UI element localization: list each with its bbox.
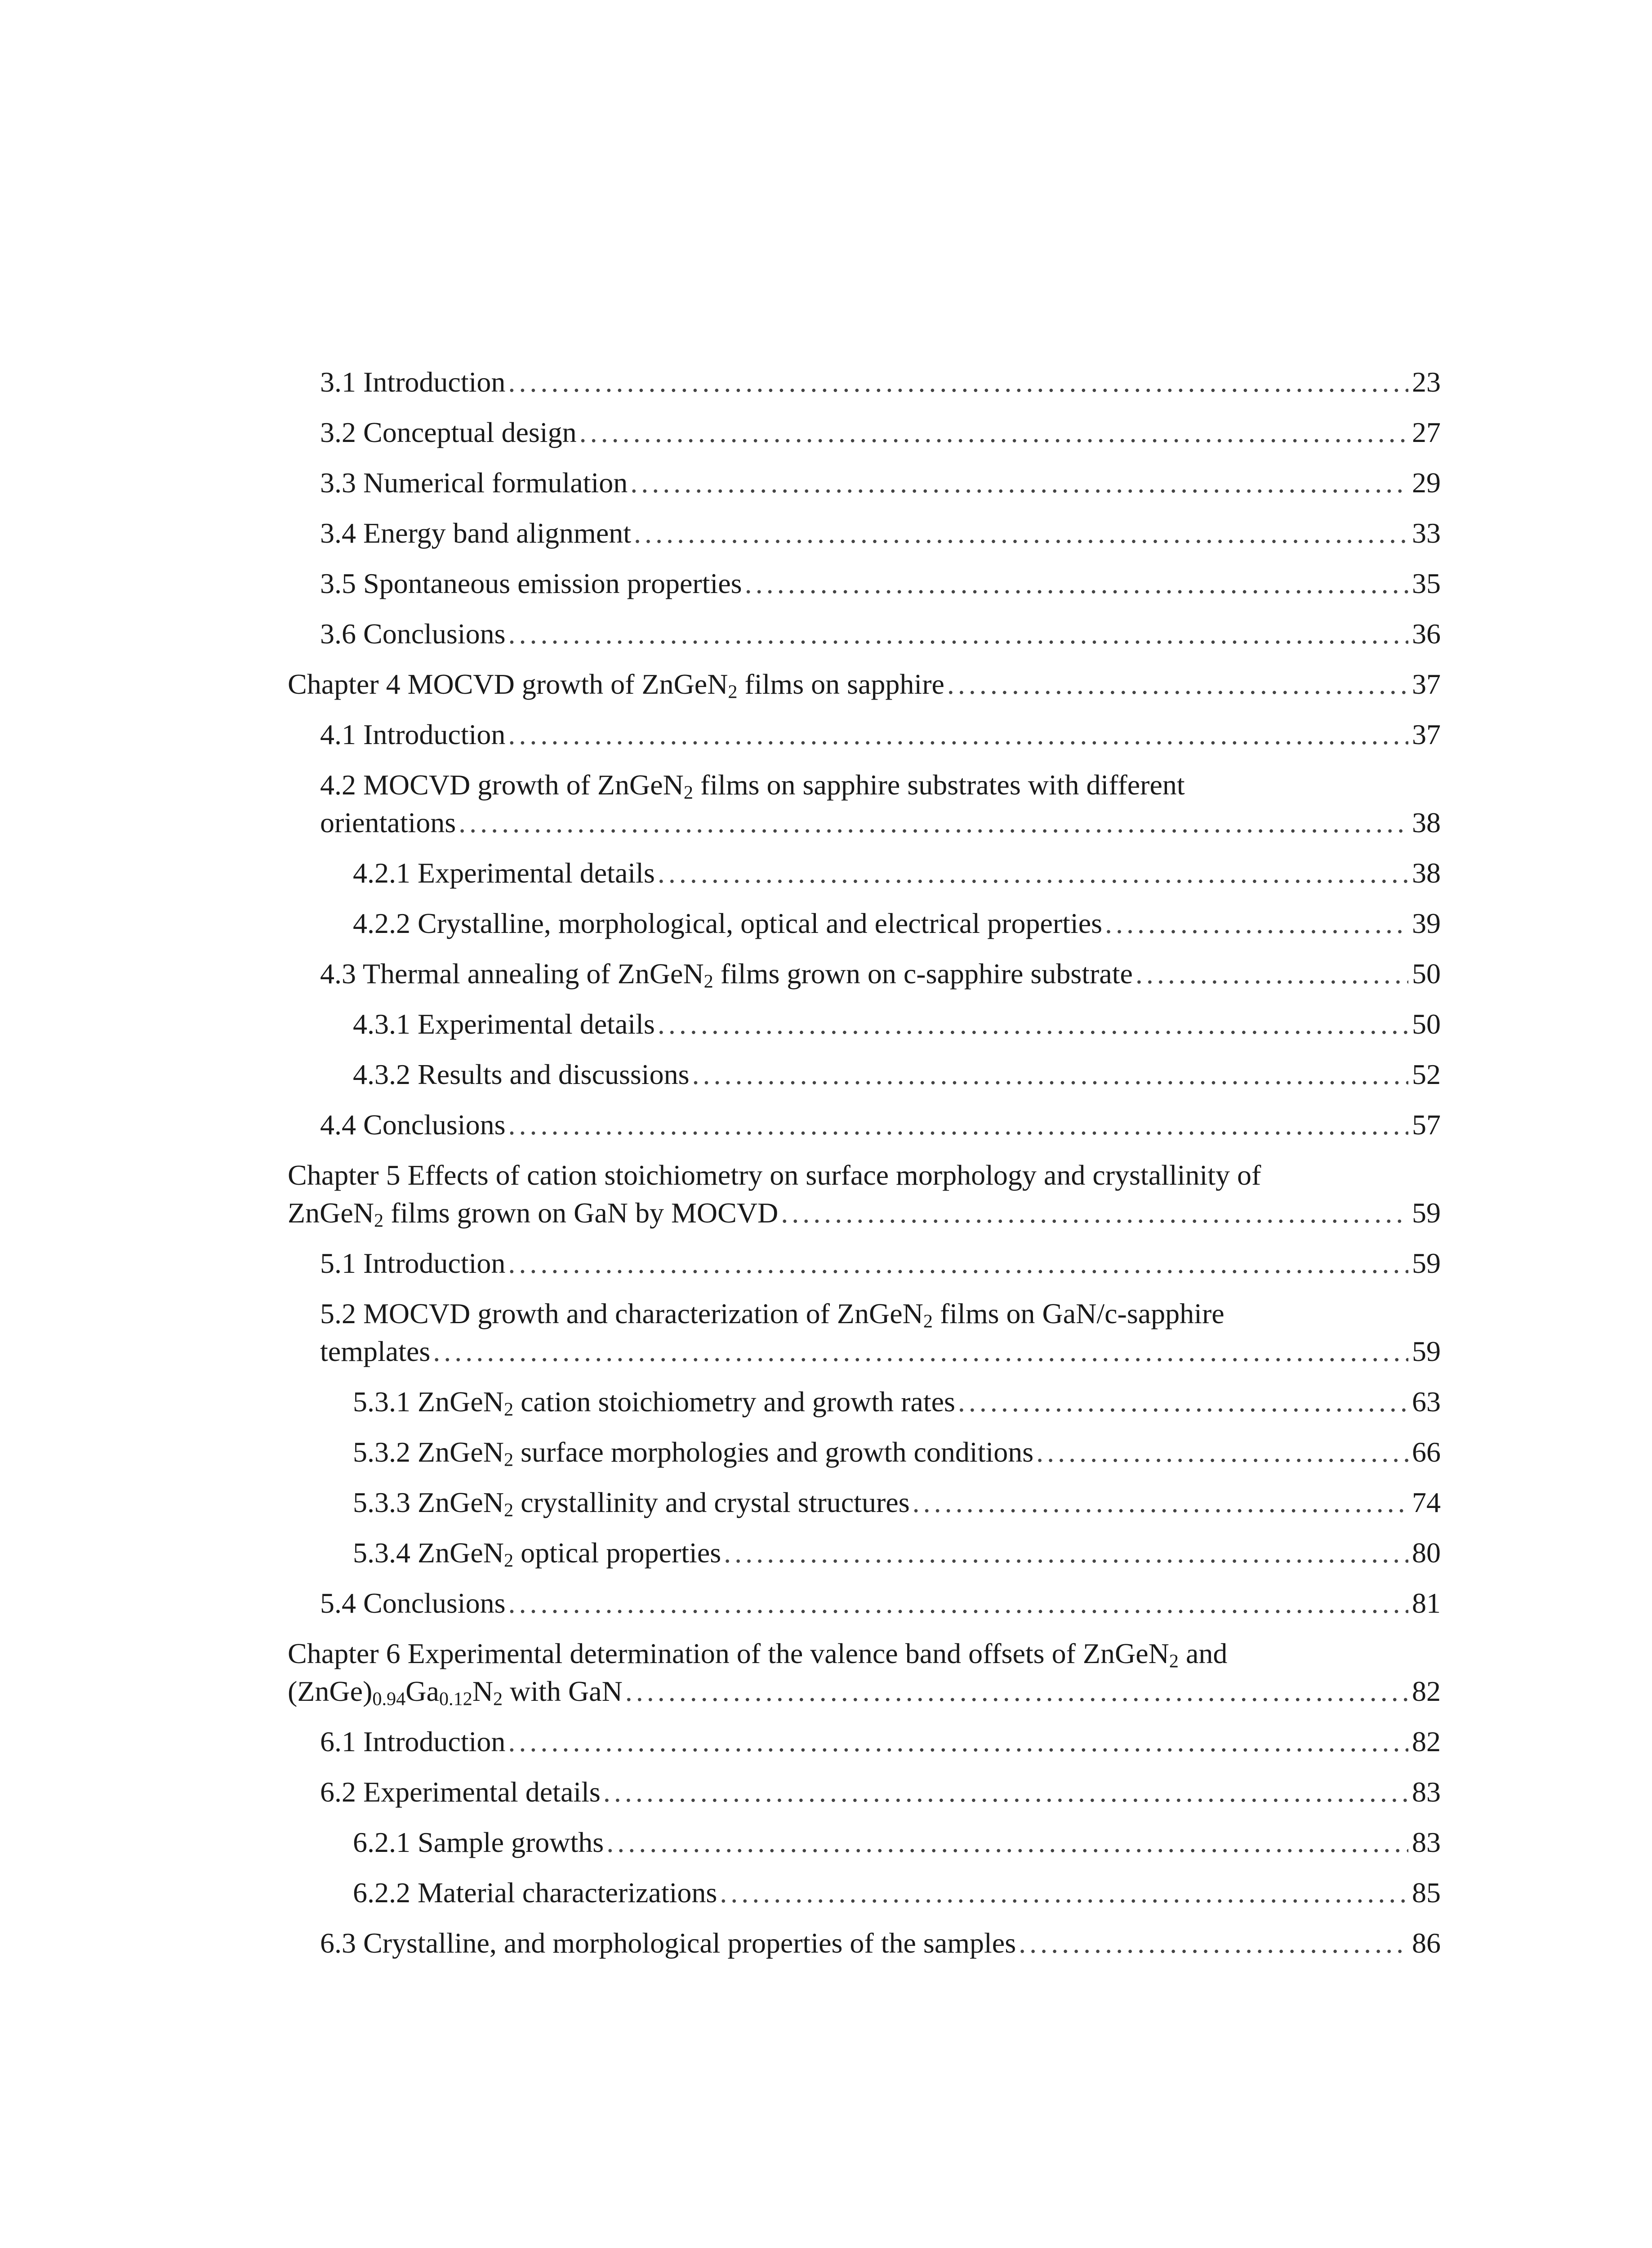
toc-entry-6-2-2[interactable] — [288, 1874, 1441, 1912]
toc-entry-title: 4.2.2 Crystalline, morphological, optical and electrical properties — [353, 907, 1103, 939]
toc-entry-5-2[interactable] — [288, 1295, 1441, 1370]
toc-entry-title: 3.2 Conceptual design — [320, 416, 577, 448]
dot-leader — [745, 565, 1408, 602]
dot-leader — [508, 1244, 1408, 1282]
dot-leader — [658, 854, 1408, 892]
dot-leader — [508, 615, 1408, 653]
dot-leader — [913, 1484, 1408, 1521]
toc-entry-title: 4.3 Thermal annealing of ZnGeN$_2$ films grown on c-sapphire substrate — [320, 958, 1133, 992]
toc-entry-4-3-2[interactable] — [288, 1056, 1441, 1093]
dot-leader — [724, 1534, 1408, 1572]
toc-entry-title: 4.1 Introduction — [320, 718, 506, 750]
toc-entry-title: 6.3 Crystalline, and morphological properties of the samples — [320, 1927, 1016, 1959]
dot-leader — [947, 665, 1408, 703]
toc-page-number: 57 — [1412, 1109, 1441, 1141]
toc-page-number: 29 — [1412, 467, 1441, 499]
dot-leader — [625, 1673, 1408, 1710]
toc-entry-chapter-4[interactable] — [288, 665, 1441, 703]
toc-entry-title: 6.2.1 Sample growths — [353, 1826, 604, 1858]
toc-entry-title: 5.3.4 ZnGeN$_2$ optical properties — [353, 1537, 721, 1571]
toc-entry-title: 3.6 Conclusions — [320, 618, 506, 650]
toc-entry-6-3[interactable] — [288, 1924, 1441, 1962]
dot-leader — [606, 1824, 1408, 1861]
toc-entry-3-1[interactable] — [288, 363, 1441, 401]
toc-entry-6-1[interactable] — [288, 1723, 1441, 1761]
toc-entry-5-3-1[interactable] — [288, 1383, 1441, 1421]
toc-page-number: 36 — [1412, 618, 1441, 650]
toc-entry-4-3[interactable] — [288, 955, 1441, 993]
dot-leader — [508, 1723, 1408, 1761]
toc-entry-3-6[interactable] — [288, 615, 1441, 653]
dot-leader — [692, 1056, 1408, 1093]
toc-entry-chapter-5[interactable] — [288, 1156, 1441, 1232]
toc-entry-4-2-1[interactable] — [288, 854, 1441, 892]
toc-entry-3-2[interactable] — [288, 414, 1441, 451]
toc-entry-title: 3.4 Energy band alignment — [320, 517, 631, 549]
toc-entry-4-1[interactable] — [288, 716, 1441, 754]
toc-page-number: 39 — [1412, 907, 1441, 939]
toc-page-number: 37 — [1412, 668, 1441, 700]
toc-entry-5-4[interactable] — [288, 1584, 1441, 1622]
toc-entry-title: 3.1 Introduction — [320, 366, 506, 398]
dot-leader — [720, 1874, 1408, 1912]
dot-leader — [634, 514, 1408, 552]
toc-entry-title: 5.3.3 ZnGeN$_2$ crystallinity and crystal structures — [353, 1486, 910, 1521]
toc-page-number: 83 — [1412, 1776, 1441, 1808]
toc-entry-4-2-2[interactable] — [288, 905, 1441, 942]
toc-entry-6-2[interactable] — [288, 1773, 1441, 1811]
toc-entry-title: 5.4 Conclusions — [320, 1587, 506, 1619]
toc-entry-title-line1: 5.2 MOCVD growth and characterization of ZnGeN$_2$ films on GaN/c-sapphire — [320, 1298, 1225, 1332]
toc-entry-title-line2: $(ZnGe)_{0.94}Ga_{0.12}N_2$ with GaN — [288, 1675, 623, 1710]
dot-leader — [658, 1005, 1408, 1043]
toc-entry-3-3[interactable] — [288, 464, 1441, 502]
toc-entry-5-3-4[interactable] — [288, 1534, 1441, 1572]
dot-leader — [1019, 1924, 1408, 1962]
dot-leader — [459, 804, 1408, 842]
dot-leader — [781, 1194, 1408, 1232]
toc-entry-4-2[interactable] — [288, 766, 1441, 842]
toc-page-number: 50 — [1412, 1008, 1441, 1040]
toc-entry-chapter-6[interactable] — [288, 1635, 1441, 1710]
toc-entry-title: 3.3 Numerical formulation — [320, 467, 628, 499]
toc-page-number: 85 — [1412, 1877, 1441, 1909]
dot-leader — [1036, 1433, 1408, 1471]
toc-page-number: 38 — [1412, 807, 1441, 839]
toc-entry-title: 4.3.1 Experimental details — [353, 1008, 655, 1040]
toc-page-number: 23 — [1412, 366, 1441, 398]
dot-leader — [603, 1773, 1408, 1811]
dot-leader — [1135, 955, 1408, 993]
toc-entry-5-1[interactable] — [288, 1244, 1441, 1282]
toc-entry-4-3-1[interactable] — [288, 1005, 1441, 1043]
toc-entry-title: 5.3.2 ZnGeN$_2$ surface morphologies and growth conditions — [353, 1436, 1034, 1471]
toc-entry-title-line2: templates — [320, 1335, 431, 1367]
toc-page-number: 82 — [1412, 1726, 1441, 1757]
toc-entry-title-line1: Chapter 5 Effects of cation stoichiometry on surface morphology and crystallinity of — [288, 1159, 1261, 1191]
toc-page-number: 27 — [1412, 416, 1441, 448]
toc-page-number: 80 — [1412, 1537, 1441, 1569]
dot-leader — [508, 1106, 1408, 1144]
toc-entry-title: 5.1 Introduction — [320, 1247, 506, 1279]
toc-entry-4-4[interactable] — [288, 1106, 1441, 1144]
dot-leader — [508, 716, 1408, 754]
toc-entry-title-line1: 4.2 MOCVD growth of ZnGeN$_2$ films on sapphire substrates with different — [320, 769, 1185, 803]
toc-entry-title: 6.2 Experimental details — [320, 1776, 601, 1808]
toc-entry-title: Chapter 4 MOCVD growth of ZnGeN$_2$ films on sapphire — [288, 668, 944, 703]
toc-page-number: 63 — [1412, 1386, 1441, 1418]
dot-leader — [579, 414, 1408, 451]
toc-page-number: 74 — [1412, 1486, 1441, 1518]
toc-page-number: 82 — [1412, 1675, 1441, 1707]
toc-page-number: 83 — [1412, 1826, 1441, 1858]
toc-entry-title: 4.2.1 Experimental details — [353, 857, 655, 889]
toc-entry-title: 4.4 Conclusions — [320, 1109, 506, 1141]
toc-entry-5-3-2[interactable] — [288, 1433, 1441, 1471]
toc-entry-title-line2: orientations — [320, 807, 456, 839]
toc-entry-3-5[interactable] — [288, 565, 1441, 602]
toc-page-number: 59 — [1412, 1335, 1441, 1367]
toc-entry-title-line2: ZnGeN$_2$ films grown on GaN by MOCVD — [288, 1197, 779, 1231]
toc-page-number: 35 — [1412, 567, 1441, 599]
toc-entry-title: 6.1 Introduction — [320, 1726, 506, 1757]
toc-page-number: 81 — [1412, 1587, 1441, 1619]
toc-entry-title: 3.5 Spontaneous emission properties — [320, 567, 742, 599]
dot-leader — [508, 363, 1408, 401]
dot-leader — [433, 1333, 1408, 1370]
toc-entry-title: 5.3.1 ZnGeN$_2$ cation stoichiometry and growth rates — [353, 1386, 955, 1420]
toc-page-number: 33 — [1412, 517, 1441, 549]
toc-entry-5-3-3[interactable] — [288, 1484, 1441, 1521]
toc-page-number: 50 — [1412, 958, 1441, 990]
toc-page-number: 66 — [1412, 1436, 1441, 1468]
toc-entry-title: 6.2.2 Material characterizations — [353, 1877, 717, 1909]
dot-leader — [1105, 905, 1408, 942]
toc-entry-title: 4.3.2 Results and discussions — [353, 1058, 690, 1090]
dot-leader — [958, 1383, 1408, 1421]
toc-page-number: 52 — [1412, 1058, 1441, 1090]
toc-page-number: 59 — [1412, 1247, 1441, 1279]
toc-page-number: 37 — [1412, 718, 1441, 750]
table-of-contents — [288, 0, 1441, 2248]
toc-page-number: 86 — [1412, 1927, 1441, 1959]
toc-entry-3-4[interactable] — [288, 514, 1441, 552]
toc-entry-title-line1: Chapter 6 Experimental determination of the valence band offsets of ZnGeN$_2$ and — [288, 1637, 1228, 1672]
dot-leader — [508, 1584, 1408, 1622]
toc-page-number: 59 — [1412, 1197, 1441, 1229]
dot-leader — [630, 464, 1408, 502]
toc-page-number: 38 — [1412, 857, 1441, 889]
toc-entry-6-2-1[interactable] — [288, 1824, 1441, 1861]
